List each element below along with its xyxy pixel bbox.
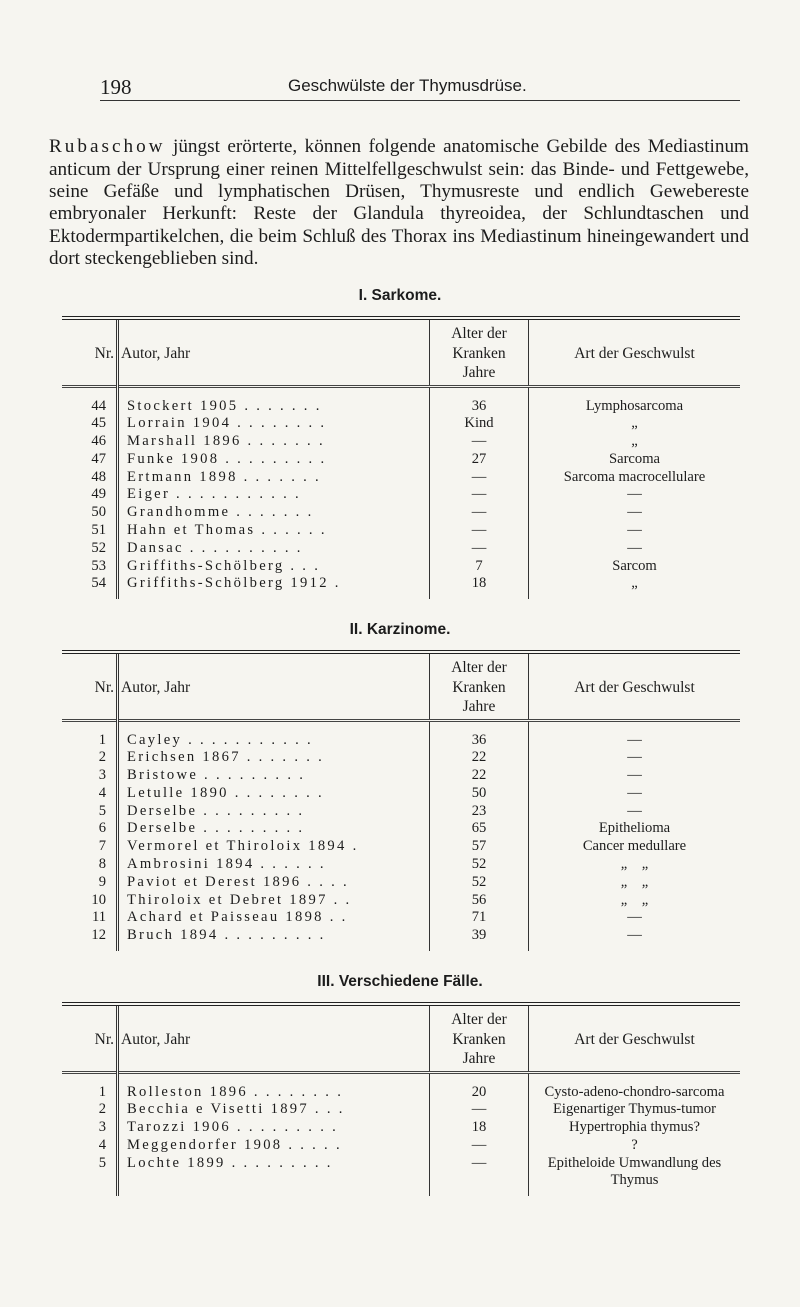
col-header-autor: Autor, Jahr bbox=[118, 652, 430, 720]
cell-autor: Thiroloix et Debret 1897 . . bbox=[118, 892, 430, 910]
cell-art: „ „ bbox=[620, 873, 649, 890]
cell-art: — bbox=[627, 909, 642, 926]
col-header-alter: Alter der Kranken Jahre bbox=[430, 652, 529, 720]
cell-alter: 52 bbox=[430, 856, 529, 874]
page-number: 198 bbox=[100, 75, 132, 99]
cell-alter: 23 bbox=[430, 803, 529, 821]
cell-autor: Vermorel et Thiroloix 1894 . bbox=[118, 838, 430, 856]
cell-alter: — bbox=[430, 486, 529, 504]
cell-art: — bbox=[627, 927, 642, 944]
cell-alter: Kind bbox=[430, 415, 529, 433]
table-karzinome bbox=[62, 650, 740, 951]
cell-alter: 52 bbox=[430, 874, 529, 892]
cell-alter: 27 bbox=[430, 451, 529, 469]
cell-alter: 56 bbox=[430, 892, 529, 910]
cell-alter: — bbox=[430, 469, 529, 487]
cell-autor: Ertmann 1898 . . . . . . . bbox=[118, 469, 430, 487]
col-header-nr: Nr. bbox=[62, 1004, 118, 1072]
cell-autor: Tarozzi 1906 . . . . . . . . . bbox=[118, 1119, 430, 1137]
col-header-alter: Alter der Kranken Jahre bbox=[430, 318, 529, 386]
cell-nr: 9 bbox=[62, 874, 118, 892]
table-row bbox=[62, 433, 740, 451]
table-row bbox=[62, 874, 740, 892]
cell-autor: Ambrosini 1894 . . . . . . bbox=[118, 856, 430, 874]
cell-alter: — bbox=[430, 504, 529, 522]
table-row bbox=[62, 486, 740, 504]
table-row bbox=[62, 469, 740, 487]
cell-alter: — bbox=[430, 540, 529, 558]
cell-nr: 45 bbox=[62, 415, 118, 433]
col-header-art: Art der Geschwulst bbox=[574, 1030, 695, 1048]
cell-nr: 5 bbox=[62, 1155, 118, 1197]
cell-art: — bbox=[627, 504, 642, 521]
cell-alter: 18 bbox=[430, 1119, 529, 1137]
cell-alter: 57 bbox=[430, 838, 529, 856]
cell-art: Sarcoma macrocellulare bbox=[563, 468, 706, 485]
cell-autor: Funke 1908 . . . . . . . . . bbox=[118, 451, 430, 469]
table-verschiedene bbox=[62, 1002, 740, 1196]
cell-autor: Stockert 1905 . . . . . . . bbox=[118, 386, 430, 415]
table-row bbox=[62, 892, 740, 910]
cell-nr: 11 bbox=[62, 909, 118, 927]
cell-autor: Meggendorfer 1908 . . . . . bbox=[118, 1137, 430, 1155]
col-header-autor: Autor, Jahr bbox=[118, 318, 430, 386]
table-row bbox=[62, 927, 740, 951]
cell-autor: Eiger . . . . . . . . . . . bbox=[118, 486, 430, 504]
cell-art: Epithelioma bbox=[598, 820, 671, 837]
running-head: Geschwülste der Thymusdrüse. bbox=[288, 76, 527, 95]
cell-nr: 54 bbox=[62, 575, 118, 599]
table-row bbox=[62, 575, 740, 599]
section-title-karzinome: II. Karzinome. bbox=[349, 621, 451, 638]
cell-art: „ bbox=[631, 575, 638, 592]
table-row bbox=[62, 820, 740, 838]
cell-nr: 50 bbox=[62, 504, 118, 522]
cell-nr: 3 bbox=[62, 767, 118, 785]
cell-nr: 51 bbox=[62, 522, 118, 540]
col-header-autor: Autor, Jahr bbox=[118, 1004, 430, 1072]
cell-autor: Erichsen 1867 . . . . . . . bbox=[118, 749, 430, 767]
cell-alter: — bbox=[430, 1137, 529, 1155]
cell-art: Eigenartiger Thymus-tumor bbox=[552, 1101, 717, 1118]
cell-alter: 39 bbox=[430, 927, 529, 951]
cell-art: Cancer medullare bbox=[582, 838, 687, 855]
cell-alter: 18 bbox=[430, 575, 529, 599]
page-header bbox=[100, 75, 740, 103]
cell-art: Cysto-adeno-chondro-sarcoma bbox=[544, 1083, 725, 1100]
cell-autor: Lorrain 1904 . . . . . . . . bbox=[118, 415, 430, 433]
cell-art: — bbox=[627, 731, 642, 748]
cell-art: „ bbox=[631, 433, 638, 450]
table-row bbox=[62, 1072, 740, 1101]
cell-art: — bbox=[627, 749, 642, 766]
cell-autor: Lochte 1899 . . . . . . . . . bbox=[118, 1155, 430, 1197]
cell-alter: 22 bbox=[430, 749, 529, 767]
table-sarkome bbox=[62, 316, 740, 599]
cell-nr: 49 bbox=[62, 486, 118, 504]
col-header-art: Art der Geschwulst bbox=[574, 678, 695, 696]
section-title-sarkome: I. Sarkome. bbox=[358, 287, 442, 304]
cell-nr: 8 bbox=[62, 856, 118, 874]
cell-alter: — bbox=[430, 1101, 529, 1119]
cell-art: — bbox=[627, 802, 642, 819]
cell-nr: 1 bbox=[62, 720, 118, 749]
cell-autor: Bristowe . . . . . . . . . bbox=[118, 767, 430, 785]
cell-art: Lymphosarcoma bbox=[585, 397, 684, 414]
cell-art: — bbox=[627, 522, 642, 539]
cell-nr: 2 bbox=[62, 1101, 118, 1119]
cell-alter: 36 bbox=[430, 720, 529, 749]
table-row bbox=[62, 785, 740, 803]
section-title-verschiedene: III. Verschiedene Fälle. bbox=[317, 973, 483, 990]
cell-nr: 10 bbox=[62, 892, 118, 910]
table-row bbox=[62, 415, 740, 433]
cell-art: ? bbox=[631, 1136, 638, 1153]
cell-autor: Derselbe . . . . . . . . . bbox=[118, 803, 430, 821]
cell-alter: 36 bbox=[430, 386, 529, 415]
cell-art: — bbox=[627, 784, 642, 801]
table-row bbox=[62, 386, 740, 415]
cell-art: — bbox=[627, 539, 642, 556]
table-row bbox=[62, 558, 740, 576]
col-header-nr: Nr. bbox=[62, 318, 118, 386]
cell-autor: Rolleston 1896 . . . . . . . . bbox=[118, 1072, 430, 1101]
cell-nr: 5 bbox=[62, 803, 118, 821]
cell-autor: Griffiths-Schölberg 1912 . bbox=[118, 575, 430, 599]
table-row bbox=[62, 1101, 740, 1119]
cell-nr: 4 bbox=[62, 1137, 118, 1155]
table-row bbox=[62, 522, 740, 540]
table-row bbox=[62, 1155, 740, 1197]
cell-autor: Dansac . . . . . . . . . . bbox=[118, 540, 430, 558]
table-row bbox=[62, 803, 740, 821]
cell-alter: — bbox=[430, 1155, 529, 1197]
cell-nr: 7 bbox=[62, 838, 118, 856]
cell-alter: 7 bbox=[430, 558, 529, 576]
cell-nr: 2 bbox=[62, 749, 118, 767]
cell-art: „ bbox=[631, 415, 638, 432]
cell-alter: 22 bbox=[430, 767, 529, 785]
cell-nr: 4 bbox=[62, 785, 118, 803]
author-name: Rubaschow bbox=[49, 136, 166, 158]
cell-nr: 48 bbox=[62, 469, 118, 487]
col-header-nr: Nr. bbox=[62, 652, 118, 720]
cell-autor: Achard et Paisseau 1898 . . bbox=[118, 909, 430, 927]
cell-autor: Marshall 1896 . . . . . . . bbox=[118, 433, 430, 451]
cell-art: Sarcom bbox=[612, 557, 657, 574]
cell-autor: Letulle 1890 . . . . . . . . bbox=[118, 785, 430, 803]
col-header-alter: Alter der Kranken Jahre bbox=[430, 1004, 529, 1072]
cell-art: — bbox=[627, 767, 642, 784]
col-header-art: Art der Geschwulst bbox=[574, 344, 695, 362]
cell-nr: 46 bbox=[62, 433, 118, 451]
table-row bbox=[62, 1119, 740, 1137]
cell-art: Sarcoma bbox=[608, 450, 661, 467]
cell-autor: Hahn et Thomas . . . . . . bbox=[118, 522, 430, 540]
table-row bbox=[62, 720, 740, 749]
table-row bbox=[62, 856, 740, 874]
cell-nr: 3 bbox=[62, 1119, 118, 1137]
table-row bbox=[62, 767, 740, 785]
table-row bbox=[62, 504, 740, 522]
cell-autor: Becchia e Visetti 1897 . . . bbox=[118, 1101, 430, 1119]
cell-art: Hypertrophia thymus? bbox=[569, 1119, 700, 1136]
cell-alter: — bbox=[430, 522, 529, 540]
cell-alter: 50 bbox=[430, 785, 529, 803]
cell-autor: Cayley . . . . . . . . . . . bbox=[118, 720, 430, 749]
cell-nr: 6 bbox=[62, 820, 118, 838]
cell-art: — bbox=[627, 486, 642, 503]
table-row bbox=[62, 1137, 740, 1155]
cell-nr: 53 bbox=[62, 558, 118, 576]
cell-autor: Derselbe . . . . . . . . . bbox=[118, 820, 430, 838]
cell-art: „ „ bbox=[620, 891, 649, 908]
table-row bbox=[62, 451, 740, 469]
cell-autor: Griffiths-Schölberg . . . bbox=[118, 558, 430, 576]
cell-autor: Bruch 1894 . . . . . . . . . bbox=[118, 927, 430, 951]
cell-alter: — bbox=[430, 433, 529, 451]
table-row bbox=[62, 749, 740, 767]
cell-nr: 52 bbox=[62, 540, 118, 558]
cell-alter: 71 bbox=[430, 909, 529, 927]
table-row bbox=[62, 838, 740, 856]
cell-autor: Grandhomme . . . . . . . bbox=[118, 504, 430, 522]
cell-art: „ „ bbox=[620, 856, 649, 873]
cell-nr: 47 bbox=[62, 451, 118, 469]
cell-nr: 12 bbox=[62, 927, 118, 951]
paragraph-text: jüngst erörterte, können folgende anatomische Gebilde des Mediastinum anticum der Ursprung einer reinen Mittelfellgeschwulst sein: das Binde- und Fettgewebe, seine Gefäße und lymphatischen Drüsen, Thymusreste und endlich Gewebereste embryonaler Herkunft: Reste der Glandula thyreoidea, der Schlundtaschen und Ektodermpartikelchen, die beim Schluß des Thorax ins Mediastinum hineingewandert und dort steckengeblieben sind. bbox=[49, 136, 749, 270]
cell-alter: 65 bbox=[430, 820, 529, 838]
cell-autor: Paviot et Derest 1896 . . . . bbox=[118, 874, 430, 892]
cell-nr: 1 bbox=[62, 1072, 118, 1101]
table-row bbox=[62, 540, 740, 558]
cell-nr: 44 bbox=[62, 386, 118, 415]
body-paragraph bbox=[49, 136, 749, 270]
table-row bbox=[62, 909, 740, 927]
header-rule bbox=[100, 100, 740, 101]
cell-art: Epitheloide Umwandlung des Thymus bbox=[547, 1154, 722, 1189]
cell-alter: 20 bbox=[430, 1072, 529, 1101]
